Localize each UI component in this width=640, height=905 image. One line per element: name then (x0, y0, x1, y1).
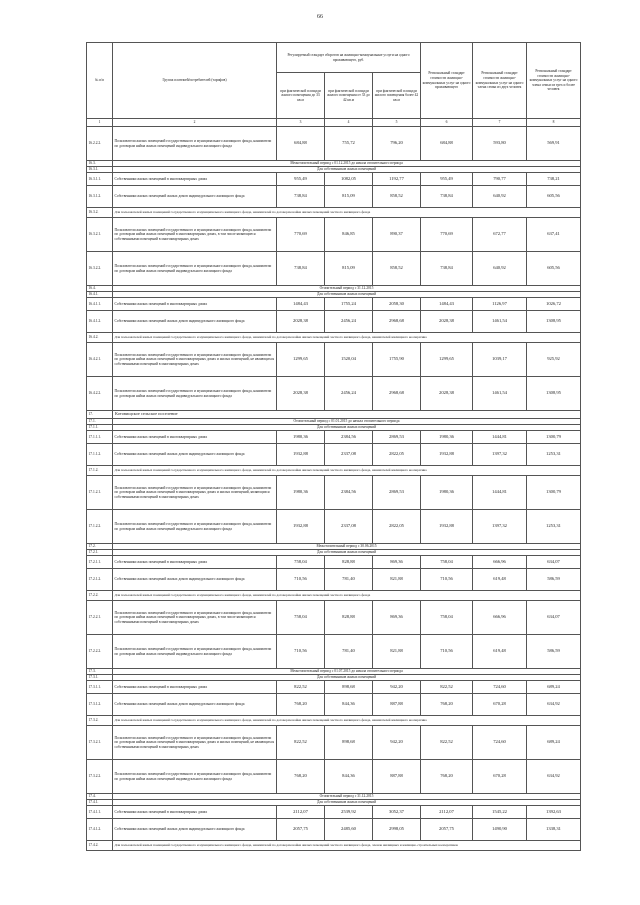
value-cell: 3052,37 (373, 806, 421, 819)
row-code: 16.4.2.2. (87, 377, 113, 411)
value-cell: 858,52 (373, 252, 421, 286)
value-cell: 887,88 (373, 694, 421, 716)
row-code: 17.1. (87, 419, 113, 425)
value-cell: 1444,81 (473, 431, 527, 444)
value-cell: 828,88 (325, 601, 373, 635)
row-code: 17.1.2. (87, 466, 113, 476)
header-col-8: Региональный стандарт стоимости жилищно-коммунальных услуг на одного члена семьи из трех и более человек (527, 43, 581, 119)
table-row (87, 569, 581, 591)
column-number: 2 (113, 119, 277, 127)
table-row (87, 841, 581, 851)
table-row (87, 760, 581, 794)
value-cell: 569,91 (527, 127, 581, 161)
table-row (87, 252, 581, 286)
value-cell: 640,92 (473, 186, 527, 208)
value-cell: 758,04 (277, 601, 325, 635)
value-cell: 1520,04 (325, 343, 373, 377)
value-cell: 724,60 (473, 726, 527, 760)
row-code: 17.3.2. (87, 716, 113, 726)
row-description: Собственники жилых помещений жилых домов индивидуального жилищного фонда (113, 694, 277, 716)
row-description: Для пользователей жилых помещений государственного и муниципального жилищного фонда, нанимателей по договорам найма жилых помещений частного жилищного фонда, нанимателей жилищного кооператива (113, 716, 581, 726)
section-title: Отопительный период с 31.12.2015 (113, 794, 581, 800)
section-title: Для собственников жилых помещений (113, 800, 581, 806)
value-cell: 1980,36 (277, 476, 325, 510)
row-code: 17.1.2.2. (87, 510, 113, 544)
row-code: 17.3.1. (87, 675, 113, 681)
value-cell: 1039,17 (473, 343, 527, 377)
header-col-7: Региональный стандарт стоимости жилищно-коммунальных услуг на одного члена семьи из двух человек (473, 43, 527, 119)
value-cell: 634,92 (527, 694, 581, 716)
row-description: Для пользователей жилых помещений государственного и муниципального жилищного фонда, нанимателей по договорам найма жилых помещений частного жилищного фонда, членов жилищных и жилищно-строительных кооперативов (113, 841, 581, 851)
value-cell: 898,68 (325, 681, 373, 694)
row-description: Пользователи жилых помещений государственного и муниципального жилищного фонда, наниматели по договорам найма жилых помещений в многоквартирных домах и жилых помещений, являющихся собственниками помещений в многоквартирных домах (113, 476, 277, 510)
value-cell: 710,56 (277, 569, 325, 591)
value-cell: 634,07 (527, 601, 581, 635)
value-cell: 890,37 (373, 218, 421, 252)
value-cell: 869,36 (373, 556, 421, 569)
value-cell: 710,56 (277, 635, 325, 669)
value-cell: 925,92 (527, 343, 581, 377)
value-cell: 898,68 (325, 726, 373, 760)
value-cell: 1461,54 (473, 377, 527, 411)
value-cell: 640,92 (473, 252, 527, 286)
row-code: 16.2.2.2. (87, 127, 113, 161)
value-cell: 2112,07 (421, 806, 473, 819)
row-code: 16.4.1.1. (87, 298, 113, 311)
value-cell: 619,48 (473, 635, 527, 669)
row-code: 17.1.1.2. (87, 444, 113, 466)
row-description: Собственники жилых помещений в многоквартирных домах (113, 806, 277, 819)
value-cell: 887,88 (373, 760, 421, 794)
row-code: 17.2.2.1. (87, 601, 113, 635)
value-cell: 2028,38 (277, 311, 325, 333)
value-cell: 822,52 (421, 726, 473, 760)
table-row (87, 411, 581, 419)
value-cell: 1545,22 (473, 806, 527, 819)
value-cell: 2028,38 (277, 377, 325, 411)
value-cell: 1308,95 (527, 377, 581, 411)
row-description: Пользователи жилых помещений государственного и муниципального жилищного фонда, наниматели по договорам найма жилых помещений в многоквартирных домах и жилых помещений, не являющихся собственниками помещений в многоквартирных домах (113, 343, 277, 377)
value-cell: 2539,92 (325, 806, 373, 819)
row-code: 17.1.1.1. (87, 431, 113, 444)
section-title: Межотопительный период с 01.12.2015 до начала отопительного периода (113, 161, 581, 167)
value-cell: 1126,97 (473, 298, 527, 311)
value-cell: 2456,24 (325, 377, 373, 411)
value-cell: 770,69 (277, 218, 325, 252)
column-number: 1 (87, 119, 113, 127)
row-code: 17.4.2. (87, 841, 113, 851)
value-cell: 822,52 (277, 681, 325, 694)
row-description: Собственники жилых помещений в многоквартирных домах (113, 431, 277, 444)
table-row (87, 298, 581, 311)
value-cell: 689,24 (527, 726, 581, 760)
value-cell: 684,88 (277, 127, 325, 161)
row-description: Собственники жилых помещений жилых домов индивидуального жилищного фонда (113, 444, 277, 466)
value-cell: 758,04 (421, 556, 473, 569)
column-numbers-row (87, 119, 581, 127)
value-cell: 869,36 (373, 601, 421, 635)
value-cell: 672,77 (473, 218, 527, 252)
row-code: 16.3.2.1. (87, 218, 113, 252)
section-title: Межотопительный период с 01.07.2015 до начала отопительного периода (113, 669, 581, 675)
table-row (87, 556, 581, 569)
row-code: 17.4.1.2. (87, 819, 113, 841)
value-cell: 586,59 (527, 635, 581, 669)
value-cell: 619,48 (473, 569, 527, 591)
value-cell: 1484,43 (277, 298, 325, 311)
value-cell: 1026,72 (527, 298, 581, 311)
value-cell: 2384,56 (325, 431, 373, 444)
table-row (87, 716, 581, 726)
value-cell: 2057,75 (277, 819, 325, 841)
table-row (87, 806, 581, 819)
value-cell: 2384,56 (325, 476, 373, 510)
value-cell: 670,28 (473, 760, 527, 794)
value-cell: 1300,79 (527, 476, 581, 510)
table-row (87, 635, 581, 669)
value-cell: 1300,79 (527, 431, 581, 444)
value-cell: 1755,90 (373, 343, 421, 377)
value-cell: 1932,88 (421, 510, 473, 544)
row-description: Для пользователей жилых помещений государственного и муниципального жилищного фонда, нанимателей по договорам найма жилых помещений частного жилищного фонда, нанимателей жилищного кооператива (113, 466, 581, 476)
row-code: 17.1.1. (87, 425, 113, 431)
table-row (87, 186, 581, 208)
value-cell: 1932,88 (421, 444, 473, 466)
value-cell: 1932,88 (277, 444, 325, 466)
table-row (87, 601, 581, 635)
value-cell: 738,84 (421, 186, 473, 208)
row-description: Собственники жилых помещений в многоквартирных домах (113, 681, 277, 694)
row-description: Пользователи жилых помещений государственного и муниципального жилищного фонда, наниматели по договорам найма жилых помещений индивидуального жилищного фонда (113, 760, 277, 794)
table-row (87, 510, 581, 544)
row-description: Для пользователей жилых помещений государственного и муниципального жилищного фонда, нанимателей по договорам найма жилых помещений частного жилищного фонда (113, 591, 581, 601)
value-cell: 586,59 (527, 569, 581, 591)
value-cell: 666,96 (473, 556, 527, 569)
value-cell: 1980,36 (421, 476, 473, 510)
row-description: Для пользователей жилых помещений государственного и муниципального жилищного фонда, нанимателей по договорам найма жилых помещений частного жилищного фонда (113, 208, 581, 218)
row-description: Собственники жилых помещений жилых домов индивидуального жилищного фонда (113, 569, 277, 591)
value-cell: 2028,38 (421, 377, 473, 411)
value-cell: 710,56 (421, 569, 473, 591)
table-row (87, 127, 581, 161)
row-code: 16.4.1. (87, 292, 113, 298)
value-cell: 781,40 (325, 635, 373, 669)
value-cell: 1461,54 (473, 311, 527, 333)
row-description: Пользователи жилых помещений государственного и муниципального жилищного фонда, наниматели по договорам найма жилых помещений индивидуального жилищного фонда (113, 252, 277, 286)
value-cell: 1338,31 (527, 819, 581, 841)
value-cell: 2112,07 (277, 806, 325, 819)
row-code: 16.4.2. (87, 333, 113, 343)
row-code: 17.3.1.1. (87, 681, 113, 694)
row-code: 17.2. (87, 544, 113, 550)
row-code: 17.3.2.1. (87, 726, 113, 760)
table-row (87, 333, 581, 343)
value-cell: 2822,05 (373, 444, 421, 466)
value-cell: 822,52 (277, 726, 325, 760)
header-residential: Регулируемый стандарт оборотов на жилищно-коммунальные услуги на одного проживающего, руб. (277, 43, 421, 73)
row-code: 17. (87, 411, 113, 419)
value-cell: 1299,65 (277, 343, 325, 377)
value-cell: 724,60 (473, 681, 527, 694)
row-code: 16.3.1.1. (87, 173, 113, 186)
header-group: Группа платежей/потребителей (тарифов) (113, 43, 277, 119)
value-cell: 942,20 (373, 681, 421, 694)
row-code: 16.4.2.1. (87, 343, 113, 377)
value-cell: 768,20 (277, 760, 325, 794)
section-title: Для собственников жилых помещений (113, 425, 581, 431)
row-description: Пользователи жилых помещений государственного и муниципального жилищного фонда, наниматели по договорам найма жилых помещений в многоквартирных домах и жилых помещений, не являющихся собственниками помещений в многоквартирных домах (113, 726, 277, 760)
row-description: Пользователи жилых помещений государственного и муниципального жилищного фонда, наниматели по договорам найма жилых помещений в многоквартирных домах, в том числе являющиеся собственниками помещений в многоквартирных домах (113, 218, 277, 252)
page-number: 66 (317, 14, 323, 20)
value-cell: 1932,88 (277, 510, 325, 544)
value-cell: 605,56 (527, 186, 581, 208)
value-cell: 2337,08 (325, 510, 373, 544)
value-cell: 955,49 (421, 173, 473, 186)
row-code: 17.3.1.2. (87, 694, 113, 716)
value-cell: 2998,05 (373, 819, 421, 841)
table-row (87, 726, 581, 760)
value-cell: 821,88 (373, 635, 421, 669)
row-code: 16.3.2.2. (87, 252, 113, 286)
value-cell: 2968,68 (373, 311, 421, 333)
value-cell: 634,07 (527, 556, 581, 569)
value-cell: 828,88 (325, 556, 373, 569)
table-row (87, 173, 581, 186)
row-description: Пользователи жилых помещений государственного и муниципального жилищного фонда, наниматели по договорам найма жилых помещений индивидуального жилищного фонда (113, 127, 277, 161)
column-number: 7 (473, 119, 527, 127)
value-cell: 844,36 (325, 760, 373, 794)
row-description: Для пользователей жилых помещений государственного и муниципального жилищного фонда, нанимателей по договорам найма жилых помещений частного жилищного фонда, нанимателей жилищного кооператива (113, 333, 581, 343)
table-row (87, 444, 581, 466)
value-cell: 2869,53 (373, 476, 421, 510)
value-cell: 815,09 (325, 186, 373, 208)
table-row (87, 311, 581, 333)
value-cell: 738,84 (277, 252, 325, 286)
value-cell: 815,09 (325, 252, 373, 286)
row-code: 17.4.1.1. (87, 806, 113, 819)
header-col-6: Региональный стандарт стоимости жилищно-коммунальных услуг на одного проживающего (421, 43, 473, 119)
value-cell: 1192,77 (373, 173, 421, 186)
row-code: 17.2.2. (87, 591, 113, 601)
value-cell: 2028,38 (421, 311, 473, 333)
value-cell: 605,56 (527, 252, 581, 286)
row-code: 17.1.2.1. (87, 476, 113, 510)
row-code: 16.4. (87, 286, 113, 292)
table-row (87, 208, 581, 218)
column-number: 4 (325, 119, 373, 127)
value-cell: 2057,75 (421, 819, 473, 841)
housing-standards-table (86, 42, 581, 851)
row-description: Собственники жилых помещений жилых домов индивидуального жилищного фонда (113, 311, 277, 333)
row-code: 17.2.1.2. (87, 569, 113, 591)
table-row (87, 476, 581, 510)
value-cell: 1755,24 (325, 298, 373, 311)
value-cell: 2869,53 (373, 431, 421, 444)
header-col-3: при фактической площади жилого помещения до 33 кв.м (277, 73, 325, 119)
value-cell: 858,52 (373, 186, 421, 208)
value-cell: 710,56 (421, 635, 473, 669)
value-cell: 768,20 (277, 694, 325, 716)
value-cell: 1980,36 (421, 431, 473, 444)
value-cell: 942,20 (373, 726, 421, 760)
value-cell: 593,80 (473, 127, 527, 161)
table-row (87, 343, 581, 377)
value-cell: 955,49 (277, 173, 325, 186)
value-cell: 796,20 (373, 127, 421, 161)
row-code: 16.3.1.2. (87, 186, 113, 208)
row-code: 17.2.2.2. (87, 635, 113, 669)
value-cell: 1308,95 (527, 311, 581, 333)
value-cell: 822,52 (421, 681, 473, 694)
value-cell: 1484,43 (421, 298, 473, 311)
table-row (87, 466, 581, 476)
row-description: Собственники жилых помещений в многоквартирных домах (113, 298, 277, 311)
value-cell: 758,04 (277, 556, 325, 569)
header-col-4: при фактической площади жилого помещения от 33 до 42 кв.м (325, 73, 373, 119)
table-row (87, 694, 581, 716)
value-cell: 2058,30 (373, 298, 421, 311)
value-cell: 2968,68 (373, 377, 421, 411)
row-code: 16.3.1. (87, 167, 113, 173)
section-title: Для собственников жилых помещений (113, 550, 581, 556)
value-cell: 1392,63 (527, 806, 581, 819)
value-cell: 1253,31 (527, 510, 581, 544)
row-description: Собственники жилых помещений жилых домов индивидуального жилищного фонда (113, 819, 277, 841)
row-description: Пользователи жилых помещений государственного и муниципального жилищного фонда, наниматели по договорам найма жилых помещений индивидуального жилищного фонда (113, 635, 277, 669)
value-cell: 2485,60 (325, 819, 373, 841)
value-cell: 790,77 (473, 173, 527, 186)
table-row (87, 377, 581, 411)
value-cell: 821,88 (373, 569, 421, 591)
column-number: 8 (527, 119, 581, 127)
column-number: 6 (421, 119, 473, 127)
value-cell: 738,84 (277, 186, 325, 208)
section-title: Для собственников жилых помещений (113, 675, 581, 681)
value-cell: 846,85 (325, 218, 373, 252)
row-code: 17.2.1. (87, 550, 113, 556)
value-cell: 1397,32 (473, 510, 527, 544)
section-title: Для собственников жилых помещений (113, 292, 581, 298)
row-code: 17.3.2.2. (87, 760, 113, 794)
value-cell: 684,88 (421, 127, 473, 161)
row-code: 17.4. (87, 794, 113, 800)
value-cell: 2337,08 (325, 444, 373, 466)
header-code: № п/п (87, 43, 113, 119)
row-description: Пользователи жилых помещений государственного и муниципального жилищного фонда, наниматели по договорам найма жилых помещений в многоквартирных домах, в том числе являющиеся собственниками помещений в многоквартирных домах (113, 601, 277, 635)
column-number: 3 (277, 119, 325, 127)
value-cell: 670,28 (473, 694, 527, 716)
value-cell: 637,41 (527, 218, 581, 252)
value-cell: 1299,65 (421, 343, 473, 377)
column-number: 5 (373, 119, 421, 127)
value-cell: 1253,31 (527, 444, 581, 466)
row-description: Собственники жилых помещений в многоквартирных домах (113, 556, 277, 569)
row-code: 16.3.2. (87, 208, 113, 218)
row-description: Собственники жилых помещений жилых домов индивидуального жилищного фонда (113, 186, 277, 208)
row-code: 16.3. (87, 161, 113, 167)
table-row (87, 218, 581, 252)
row-code: 16.4.1.2. (87, 311, 113, 333)
value-cell: 844,36 (325, 694, 373, 716)
table-row (87, 819, 581, 841)
value-cell: 2456,24 (325, 311, 373, 333)
value-cell: 1980,36 (277, 431, 325, 444)
value-cell: 768,20 (421, 760, 473, 794)
value-cell: 689,24 (527, 681, 581, 694)
value-cell: 1490,90 (473, 819, 527, 841)
value-cell: 768,20 (421, 694, 473, 716)
row-code: 17.4.1. (87, 800, 113, 806)
row-description: Собственники жилых помещений в многоквартирных домах (113, 173, 277, 186)
header-col-5: при фактической площади жилого помещения более 42 кв.м (373, 73, 421, 119)
row-code: 17.3. (87, 669, 113, 675)
settlement-title: Котовищское сельское поселение (113, 411, 581, 419)
value-cell: 738,21 (527, 173, 581, 186)
value-cell: 1397,32 (473, 444, 527, 466)
value-cell: 2822,05 (373, 510, 421, 544)
row-code: 17.2.1.1. (87, 556, 113, 569)
value-cell: 634,92 (527, 760, 581, 794)
value-cell: 758,04 (421, 601, 473, 635)
section-title: Для собственников жилых помещений (113, 167, 581, 173)
value-cell: 738,84 (421, 252, 473, 286)
value-cell: 770,69 (421, 218, 473, 252)
value-cell: 1444,81 (473, 476, 527, 510)
row-description: Пользователи жилых помещений государственного и муниципального жилищного фонда, наниматели по договорам найма жилых помещений индивидуального жилищного фонда (113, 510, 277, 544)
value-cell: 755,72 (325, 127, 373, 161)
value-cell: 781,40 (325, 569, 373, 591)
table-row (87, 591, 581, 601)
section-title: Отопительный период с 01.01.2015 до начала отопительного периода (113, 419, 581, 425)
section-title: Отопительный период с 31.12.2015 (113, 286, 581, 292)
row-description: Пользователи жилых помещений государственного и муниципального жилищного фонда, наниматели по договорам найма жилых помещений индивидуального жилищного фонда (113, 377, 277, 411)
table-row (87, 681, 581, 694)
value-cell: 1082,05 (325, 173, 373, 186)
table-row (87, 431, 581, 444)
value-cell: 666,96 (473, 601, 527, 635)
section-title: Межотопительный период с 30.06.2015 (113, 544, 581, 550)
